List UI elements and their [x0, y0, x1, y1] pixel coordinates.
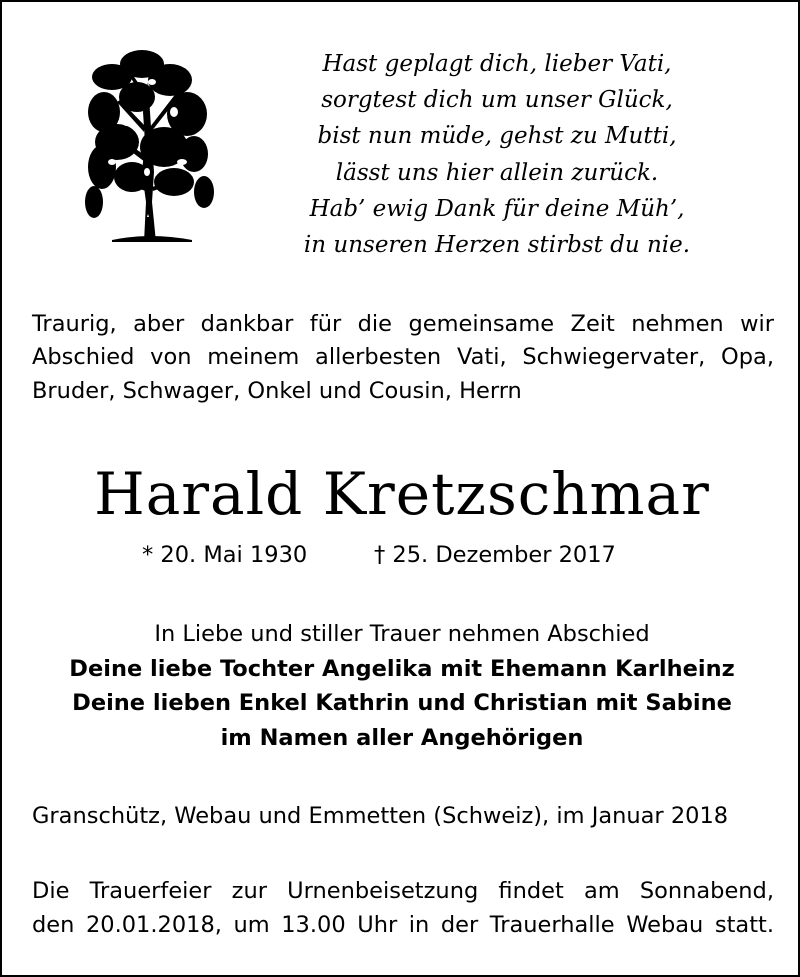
poem-line: lässt uns hier allein zurück.: [335, 159, 659, 186]
intro-paragraph: [32, 308, 774, 408]
intro-line: Abschied von meinem allerbesten Vati, Schwiegervater, Opa,: [32, 344, 774, 371]
ceremony-info: [32, 874, 774, 942]
mourners-lead: In Liebe und stiller Trauer nehmen Abschied: [154, 621, 650, 647]
poem-line: sorgtest dich um unser Glück,: [321, 87, 673, 114]
intro-line: Traurig, aber dankbar für die gemeinsame Zeit nehmen wir: [32, 311, 774, 337]
mourner-line: Deine liebe Tochter Angelika mit Ehemann Karlheinz: [69, 655, 735, 682]
poem-line: bist nun müde, gehst zu Mutti,: [317, 123, 677, 150]
poem-line: Hast geplagt dich, lieber Vati,: [322, 51, 672, 77]
death-date: † 25. Dezember 2017: [374, 542, 616, 568]
mourner-line: Deine lieben Enkel Kathrin und Christian mit Sabine: [72, 690, 732, 716]
ceremony-line: den 20.01.2018, um 13.00 Uhr in der Trauerhalle Webau statt.: [32, 912, 774, 938]
poem-line: in unseren Herzen stirbst du nie.: [303, 232, 691, 259]
place-and-date: Granschütz, Webau und Emmetten (Schweiz), im Januar 2018: [32, 803, 729, 829]
intro-line: Bruder, Schwager, Onkel und Cousin, Herrn: [32, 377, 522, 404]
birch-tree-icon: [82, 42, 217, 242]
memorial-poem: [247, 46, 747, 263]
birth-date: * 20. Mai 1930: [142, 542, 308, 568]
ceremony-line: Die Trauerfeier zur Urnenbeisetzung findet am Sonnabend,: [32, 878, 774, 904]
mourners-block: [2, 617, 800, 755]
deceased-name: Harald Kretzschmar: [94, 460, 710, 528]
poem-line: Hab’ ewig Dank für deine Müh’,: [309, 195, 685, 222]
mourner-line: im Namen aller Angehörigen: [220, 724, 584, 751]
